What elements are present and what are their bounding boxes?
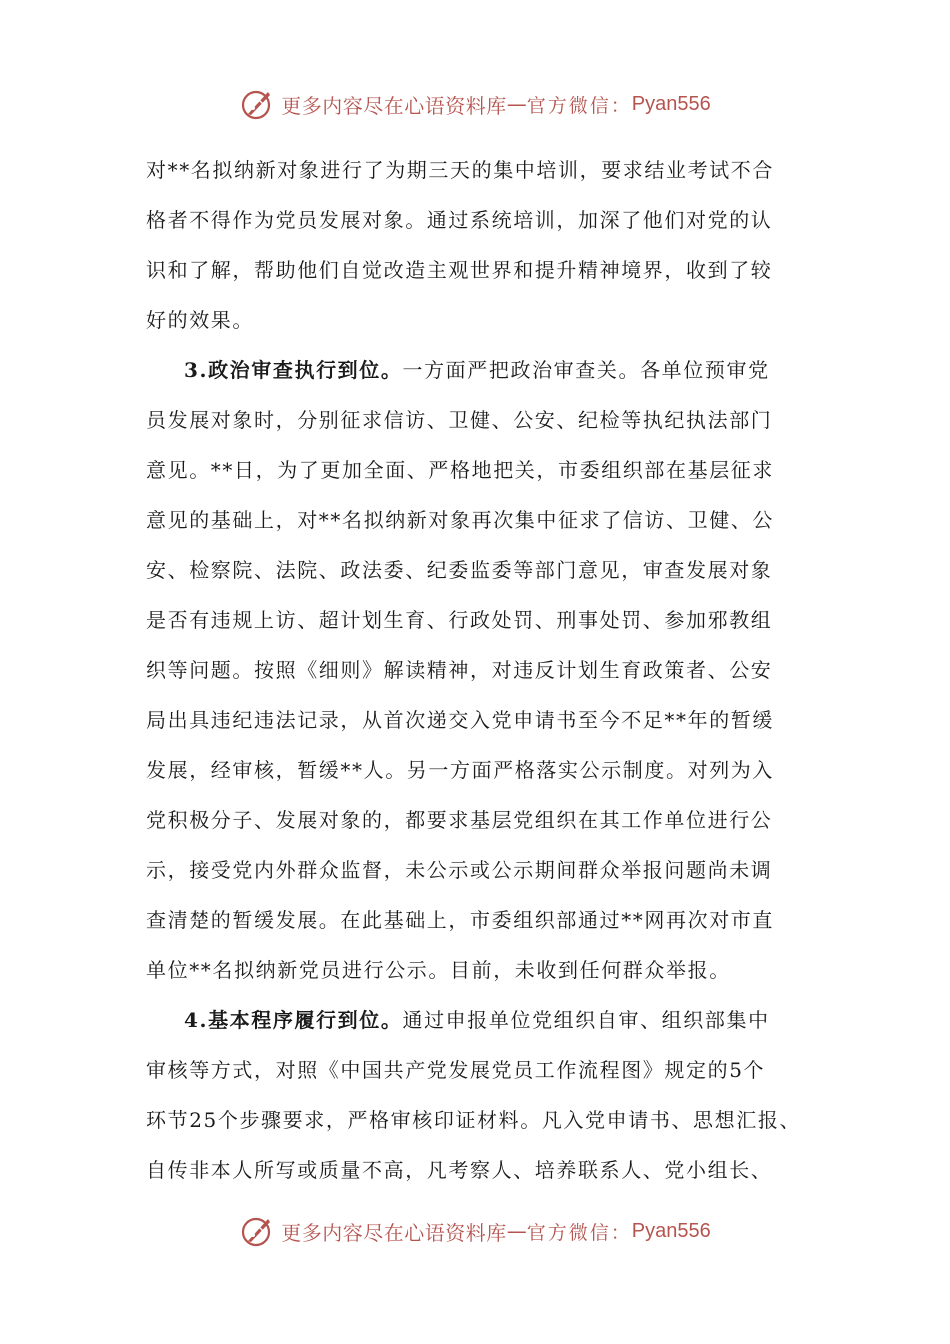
section-heading: 3.政治审查执行到位。 (184, 358, 403, 382)
text-line: 好的效果。 (146, 308, 254, 332)
text-line: 自传非本人所写或质量不高，凡考察人、培养联系人、党小组长、 (146, 1158, 773, 1182)
text-line: 党积极分子、发展对象的，都要求基层党组织在其工作单位进行公 (146, 808, 773, 832)
text-line: 是否有违规上访、超计划生育、行政处罚、刑事处罚、参加邪教组 (146, 608, 773, 632)
text-line: 示，接受党内外群众监督，未公示或公示期间群众举报问题尚未调 (146, 858, 773, 882)
text-line: 格者不得作为党员发展对象。通过系统培训，加深了他们对党的认 (146, 208, 773, 232)
banner-title: 更多内容尽在心语资料库 (281, 93, 507, 118)
text-line: 安、检察院、法院、政法委、纪委监委等部门意见，审查发展对象 (146, 558, 773, 582)
banner-title: 更多内容尽在心语资料库 (281, 1220, 507, 1245)
text-line: 环节25个步骤要求，严格审核印证材料。凡入党申请书、思想汇报、 (146, 1108, 802, 1132)
text-line: 审核等方式，对照《中国共产党发展党员工作流程图》规定的5个 (146, 1058, 766, 1082)
text-line: 发展，经审核，暂缓**人。另一方面严格落实公示制度。对列为入 (146, 758, 774, 782)
text-line: 意见。**日，为了更加全面、严格地把关，市委组织部在基层征求 (146, 458, 774, 482)
banner-wechat-label: 官方微信： (526, 94, 632, 117)
text-line: 员发展对象时，分别征求信访、卫健、公安、纪检等执纪执法部门 (146, 408, 773, 432)
banner-dash: — (506, 1219, 527, 1243)
section-heading-line: 4.基本程序履行到位。通过申报单位党组织自审、组织部集中 (184, 1008, 770, 1032)
banner-wechat-label: 官方微信： (526, 1221, 632, 1244)
footer-banner (0, 1209, 950, 1253)
section-heading: 4.基本程序履行到位。 (184, 1008, 403, 1032)
text-line: 对**名拟纳新对象进行了为期三天的集中培训，要求结业考试不合 (146, 158, 774, 182)
header-banner (0, 82, 950, 126)
text-line: 织等问题。按照《细则》解读精神，对违反计划生育政策者、公安 (146, 658, 773, 682)
quill-logo-icon (239, 1213, 275, 1249)
document-body (146, 145, 826, 1195)
text-line: 识和了解，帮助他们自觉改造主观世界和提升精神境界，收到了较 (146, 258, 773, 282)
banner-dash: — (506, 92, 527, 116)
quill-logo-icon (239, 86, 275, 122)
text-line: 局出具违纪违法记录，从首次递交入党申请书至今不足**年的暂缓 (146, 708, 774, 732)
text-line: 查清楚的暂缓发展。在此基础上，市委组织部通过**网再次对市直 (146, 908, 774, 932)
text-line: 单位**名拟纳新党员进行公示。目前，未收到任何群众举报。 (146, 958, 731, 982)
section-heading-line: 3.政治审查执行到位。一方面严把政治审查关。各单位预审党 (184, 358, 770, 382)
banner-wechat-id: Pyan556 (631, 92, 711, 115)
text-line: 意见的基础上，对**名拟纳新对象再次集中征求了信访、卫健、公 (146, 508, 774, 532)
banner-wechat-id: Pyan556 (631, 1219, 711, 1242)
